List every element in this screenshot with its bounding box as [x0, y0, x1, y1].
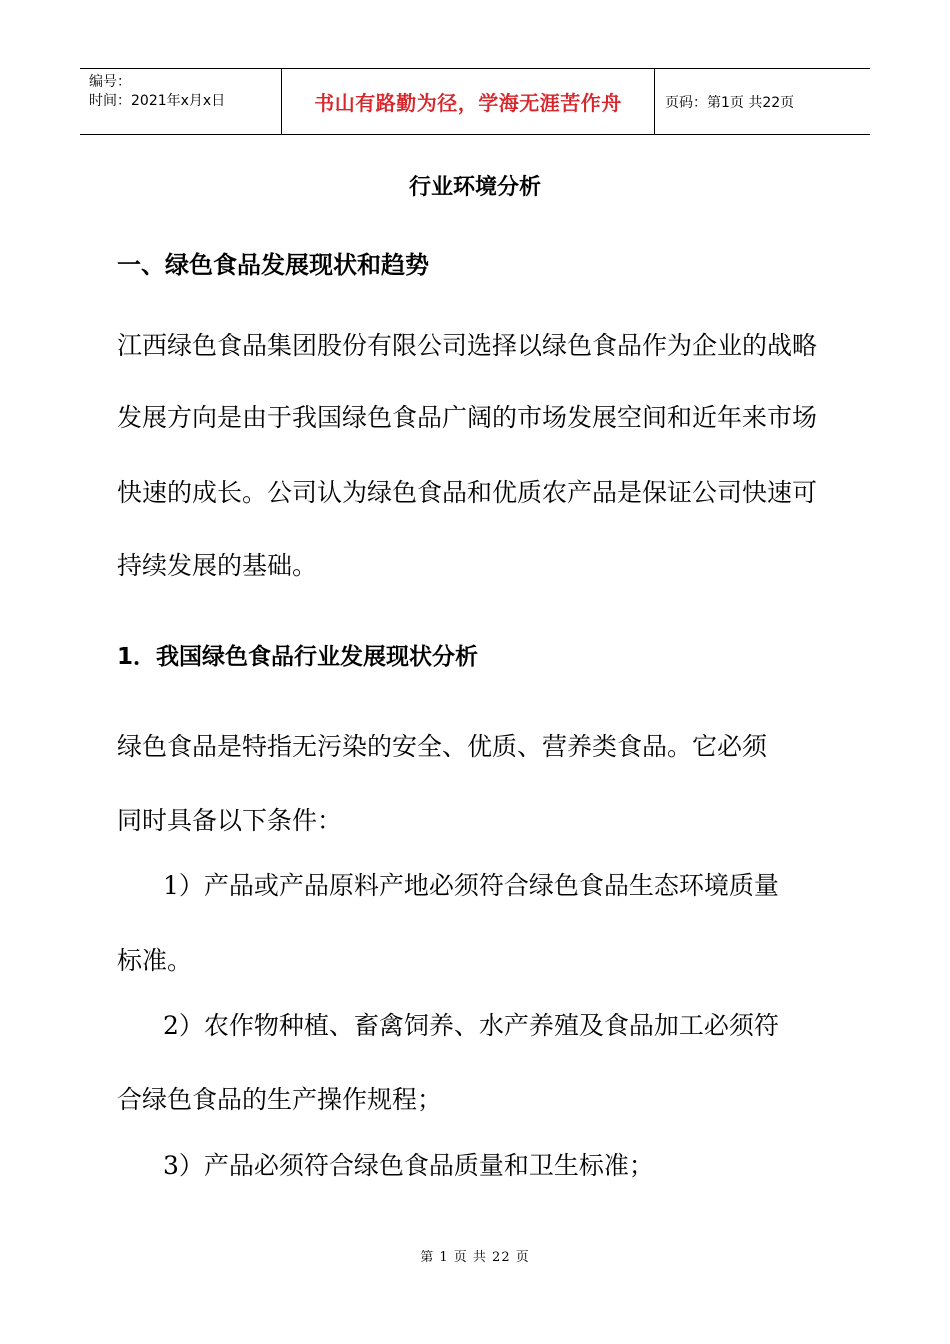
- paragraph-line: 发展方向是由于我国绿色食品广阔的市场发展空间和近年来市场: [117, 403, 818, 432]
- header-motto: 书山有路勤为径，学海无涯苦作舟: [281, 69, 655, 134]
- condition-item-continuation: 标准。: [117, 946, 193, 975]
- subsection-heading: 1．我国绿色食品行业发展现状分析: [117, 644, 479, 670]
- paragraph-line: 绿色食品是特指无污染的安全、优质、营养类食品。它必须: [117, 732, 768, 761]
- document-number-label: 编号：: [89, 74, 131, 90]
- paragraph-line: 快速的成长。公司认为绿色食品和优质农产品是保证公司快速可: [117, 478, 818, 507]
- paragraph-line: 江西绿色食品集团股份有限公司选择以绿色食品作为企业的战略: [117, 331, 818, 360]
- header-page-label: 页码：第1页 共22页: [665, 94, 795, 111]
- paragraph-line: 同时具备以下条件：: [117, 806, 343, 835]
- condition-item: 1）产品或产品原料产地必须符合绿色食品生态环境质量: [163, 871, 779, 900]
- document-date-label: 时间：2021年x月x日: [89, 93, 226, 109]
- condition-item-continuation: 合绿色食品的生产操作规程；: [117, 1085, 443, 1114]
- condition-item: 3）产品必须符合绿色食品质量和卫生标准；: [163, 1151, 654, 1180]
- header-table: [80, 68, 870, 135]
- section-heading: 一、绿色食品发展现状和趋势: [117, 251, 429, 279]
- condition-item: 2）农作物种植、畜禽饲养、水产养殖及食品加工必须符: [163, 1011, 779, 1040]
- header-info-cell: [80, 69, 281, 134]
- document-title: 行业环境分析: [408, 175, 541, 200]
- paragraph-line: 持续发展的基础。: [117, 551, 318, 580]
- page-footer: 第 1 页 共 22 页: [420, 1250, 530, 1265]
- header-page-cell: [655, 69, 870, 134]
